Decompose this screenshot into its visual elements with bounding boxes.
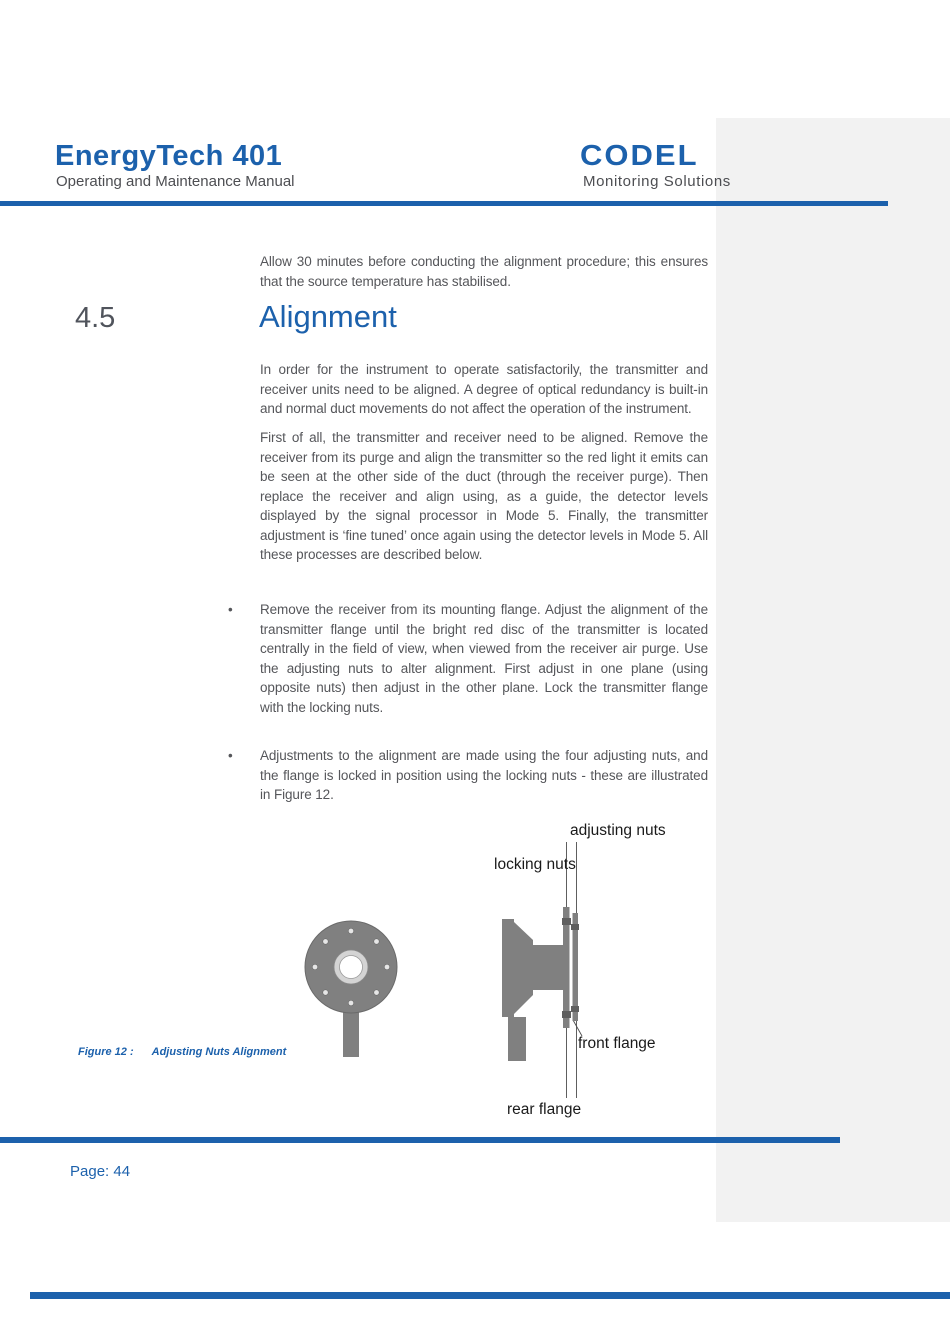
header-rule bbox=[0, 201, 888, 206]
bullet-marker: • bbox=[228, 748, 233, 763]
flange-front-view bbox=[305, 921, 397, 1057]
bullet-text: Adjustments to the alignment are made using the four adjusting nuts, and the flange is locked in position using the locking nuts - these are illustrated in Figure 12. bbox=[260, 748, 708, 802]
manual-subtitle: Operating and Maintenance Manual bbox=[56, 173, 295, 190]
bullet-text: Remove the receiver from its mounting flange. Adjust the alignment of the transmitter flange until the bright red disc of the transmitter is located centrally in the field of view, when viewed from the receiver air purge. Use the adjusting nuts to alter alignment. First adjust in one plane (using opposite nuts) then adjust in the other plane. Lock the transmitter flange with the locking nuts. bbox=[260, 602, 708, 715]
section-number: 4.5 bbox=[75, 302, 116, 334]
front-flange-label: front flange bbox=[578, 1035, 656, 1052]
bullet-marker: • bbox=[228, 602, 233, 617]
paragraph-1: In order for the instrument to operate satisfactorily, the transmitter and receiver units need to be aligned. A degree of optical redundancy is built-in and normal duct movements do not affect the operation of the instrument. bbox=[260, 362, 708, 416]
product-logo: EnergyTech 401 bbox=[55, 140, 283, 172]
bullet-item-1 bbox=[228, 600, 708, 717]
figure-caption-number: Figure 12 : bbox=[78, 1046, 134, 1058]
bullet-item-2 bbox=[228, 746, 708, 805]
adjusting-nuts-label: adjusting nuts bbox=[570, 822, 666, 839]
rear-flange-label: rear flange bbox=[507, 1101, 582, 1118]
right-margin-band bbox=[716, 118, 950, 1222]
page-number: Page: 44 bbox=[70, 1163, 131, 1180]
figure-caption bbox=[78, 1046, 286, 1058]
paragraph-2: First of all, the transmitter and receiver need to be aligned. Remove the receiver from its purge and align the transmitter so the red light it emits can be seen at the other side of the duct (through the receiver purge). Then replace the receiver and align using, as a guide, the detector levels displayed by the signal processor in Mode 5. Finally, the transmitter adjustment is ‘fine tuned’ once again using the detector levels in Mode 5. All these processes are described below. bbox=[260, 430, 708, 562]
brand-subtitle: Monitoring Solutions bbox=[583, 173, 731, 190]
bottom-rule bbox=[30, 1292, 950, 1299]
figure-caption-title: Adjusting Nuts Alignment bbox=[151, 1046, 287, 1058]
section-title: Alignment bbox=[259, 299, 397, 334]
codel-logo: CODEL bbox=[580, 139, 699, 172]
flange-side-view bbox=[502, 907, 579, 1061]
locking-nuts-label: locking nuts bbox=[494, 856, 576, 873]
footer-rule bbox=[0, 1137, 840, 1143]
intro-paragraph: Allow 30 minutes before conducting the alignment procedure; this ensures that the source temperature has stabilised. bbox=[260, 254, 708, 289]
